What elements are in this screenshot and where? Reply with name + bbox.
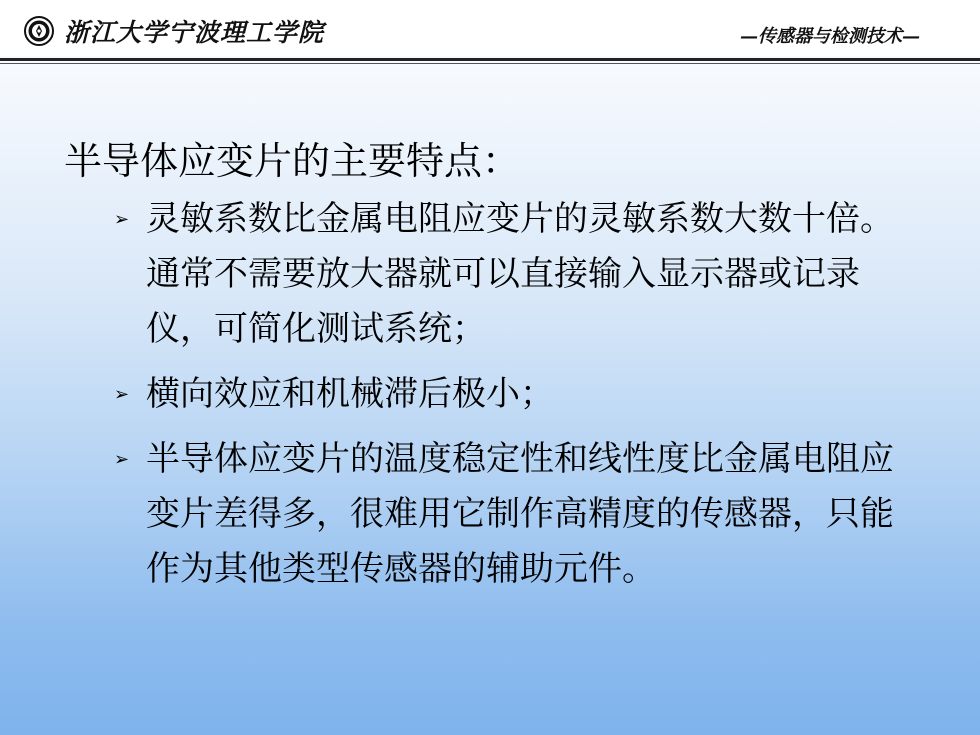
header-divider-thin	[0, 63, 980, 64]
feature-list	[110, 192, 910, 607]
list-item	[110, 192, 910, 357]
slide-heading: 半导体应变片的主要特点：	[64, 139, 521, 183]
university-logo	[24, 14, 324, 48]
list-item-text: 半导体应变片的温度稳定性和线性度比金属电阻应变片差得多，很难用它制作高精度的传感器，只能作为其他类型传感器的辅助元件。	[146, 439, 894, 589]
slide-header	[0, 0, 980, 56]
list-item	[110, 367, 910, 422]
list-item	[110, 432, 910, 597]
school-name: 浙江大学宁波理工学院	[64, 18, 325, 47]
header-divider	[0, 58, 980, 61]
list-item-text: 灵敏系数比金属电阻应变片的灵敏系数大数十倍。通常不需要放大器就可以直接输入显示器或记录仪，可简化测试系统；	[146, 199, 894, 349]
arrow-bullet-icon: ➢	[114, 209, 130, 230]
university-seal-icon	[24, 16, 54, 46]
course-title: —传感器与检测技术—	[740, 26, 920, 47]
arrow-bullet-icon: ➢	[114, 449, 130, 470]
arrow-bullet-icon: ➢	[114, 384, 130, 405]
list-item-text: 横向效应和机械滞后极小；	[146, 374, 554, 414]
